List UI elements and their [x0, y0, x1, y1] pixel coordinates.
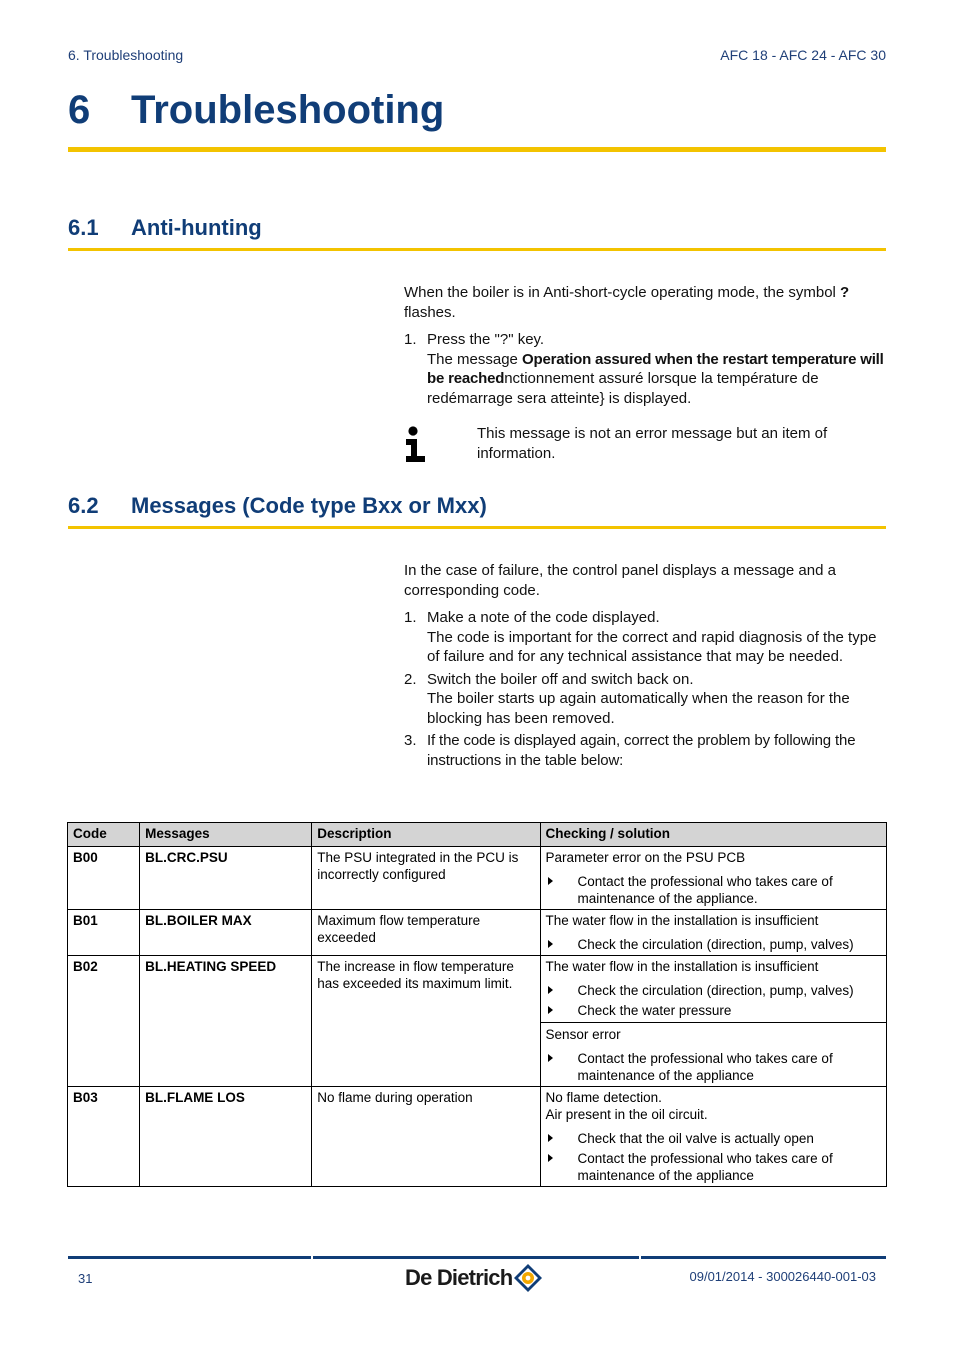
check-heading: Parameter error on the PSU PCB: [545, 850, 746, 865]
error-description: The PSU integrated in the PCU is incorrectly configured: [312, 847, 540, 910]
anti-hunting-steps: [404, 330, 888, 408]
error-solution: [540, 1087, 886, 1187]
divider: [541, 1022, 886, 1023]
messages-intro: In the case of failure, the control panel displays a message and a corresponding code.: [404, 562, 836, 599]
section-title: Anti-hunting: [131, 215, 262, 240]
page-number: 31: [78, 1271, 93, 1286]
bullet-arrow-icon: [548, 1154, 553, 1162]
chapter-rule: [68, 147, 886, 152]
brand-logo: [405, 1261, 543, 1295]
list-item: Check the circulation (direction, pump, valves): [546, 936, 881, 953]
error-code: B02: [68, 956, 140, 1087]
header-models: AFC 18 - AFC 24 - AFC 30: [720, 47, 886, 63]
error-code-table: [67, 822, 887, 1187]
table-header-row: [68, 823, 887, 847]
bullet-arrow-icon: [548, 986, 553, 994]
list-item: Check that the oil valve is actually open: [546, 1130, 881, 1147]
section-number: 6.2: [68, 493, 99, 518]
list-item: Contact the professional who takes care of maintenance of the appliance.: [546, 873, 881, 907]
error-code: B00: [68, 847, 140, 910]
table-row: [68, 1087, 887, 1187]
messages-steps: [404, 608, 888, 770]
check-heading: Sensor error: [545, 1027, 621, 1042]
table-row: [68, 956, 887, 1087]
error-solution: [540, 956, 886, 1087]
brand-name: De Dietrich: [405, 1265, 513, 1290]
section-rule: [68, 526, 886, 529]
check-heading-2: Air present in the oil circuit.: [545, 1107, 708, 1122]
bullet-arrow-icon: [548, 1054, 553, 1062]
error-message: BL.CRC.PSU: [140, 847, 312, 910]
document-reference: 09/01/2014 - 300026440-001-03: [689, 1269, 876, 1284]
error-message: BL.HEATING SPEED: [140, 956, 312, 1087]
chapter-title-text: Troubleshooting: [131, 88, 445, 132]
list-item: 1. Press the "?" key. The message Operation assured when the restart temperature will be reachednctionnement assuré lorsque la température de redémarrage sera atteinte} is displayed.: [404, 331, 884, 407]
table-row: [68, 910, 887, 956]
anti-hunting-intro: When the boiler is in Anti-short-cycle operating mode, the symbol ? flashes.: [404, 284, 850, 321]
brand-diamond-icon: [513, 1263, 543, 1293]
info-icon: [404, 426, 428, 464]
list-item: Contact the professional who takes care of maintenance of the appliance: [546, 1150, 881, 1184]
section-title: Messages (Code type Bxx or Mxx): [131, 493, 487, 518]
anti-hunting-body: [404, 283, 888, 411]
check-heading: The water flow in the installation is insufficient: [545, 959, 819, 974]
column-header-code: Code: [68, 823, 140, 847]
chapter-number: 6: [68, 88, 91, 132]
list-item: Contact the professional who takes care of maintenance of the appliance: [546, 1050, 881, 1084]
error-solution: [540, 910, 886, 956]
info-note: This message is not an error message but an item of information.: [477, 425, 828, 462]
list-item: 2. Switch the boiler off and switch back on. The boiler starts up again automatically when the reason for the blocking has been removed.: [404, 670, 850, 727]
column-header-description: Description: [312, 823, 540, 847]
error-message: BL.BOILER MAX: [140, 910, 312, 956]
error-description: Maximum flow temperature exceeded: [312, 910, 540, 956]
error-message: BL.FLAME LOS: [140, 1087, 312, 1187]
list-item: 1. Make a note of the code displayed. The code is important for the correct and rapid diagnosis of the type of failure and for any technical assistance that may be needed.: [404, 609, 877, 665]
bullet-arrow-icon: [548, 1134, 553, 1142]
check-heading: The water flow in the installation is insufficient: [545, 913, 819, 928]
error-description: No flame during operation: [312, 1087, 540, 1187]
bullet-arrow-icon: [548, 1006, 553, 1014]
list-item: Check the circulation (direction, pump, valves): [546, 982, 881, 999]
error-solution: [540, 847, 886, 910]
bullet-arrow-icon: [548, 877, 553, 885]
error-description: The increase in flow temperature has exceeded its maximum limit.: [312, 956, 540, 1087]
error-code: B01: [68, 910, 140, 956]
table-row: [68, 847, 887, 910]
list-item: Check the water pressure: [546, 1002, 881, 1019]
list-item: 3. If the code is displayed again, correct the problem by following the instructions in the table below:: [404, 732, 856, 769]
bullet-arrow-icon: [548, 940, 553, 948]
messages-body: [404, 561, 888, 773]
section-number: 6.1: [68, 215, 99, 240]
section-rule: [68, 248, 886, 251]
footer-rule: [68, 1256, 886, 1259]
symbol-question: ?: [840, 284, 850, 301]
header-section: 6. Troubleshooting: [68, 47, 184, 63]
error-code: B03: [68, 1087, 140, 1187]
column-header-checking: Checking / solution: [540, 823, 886, 847]
column-header-messages: Messages: [140, 823, 312, 847]
check-heading: No flame detection.: [545, 1090, 662, 1105]
